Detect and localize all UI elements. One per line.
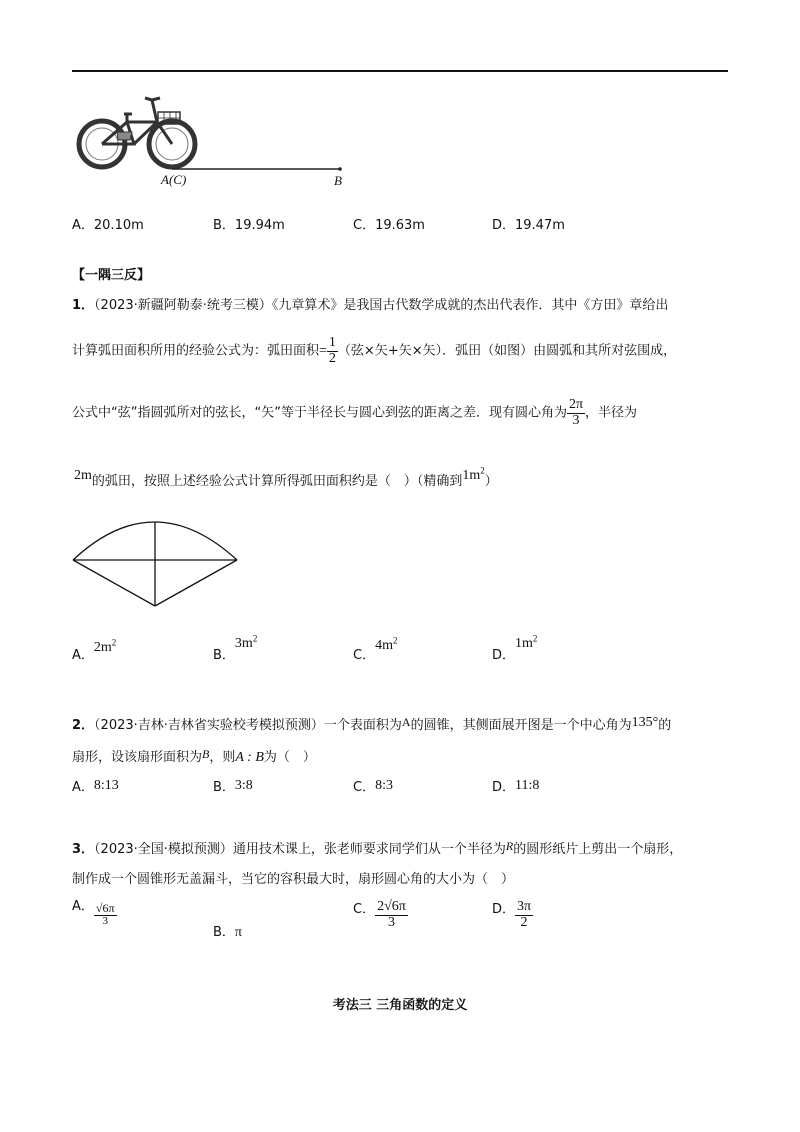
- q1-line1-text: （2023·新疆阿勒泰·统考三模）《九章算术》是我国古代数学成就的杰出代表作．其中《方田》章给出: [94, 298, 669, 313]
- q1-option-c-label: C．: [353, 648, 376, 663]
- q1-line2-pre: 计算弧田面积所用的经验公式为：弧田面积: [72, 343, 320, 359]
- q3-line1: [72, 838, 682, 857]
- q1-half-den: 2: [328, 350, 336, 366]
- q1-line3-post: ，半径为: [585, 405, 638, 421]
- q3-option-d: [492, 900, 533, 930]
- q2-line1: [72, 714, 671, 734]
- arc-field-radius-left: [73, 560, 155, 606]
- q2-option-c-value: 8:3: [375, 778, 393, 793]
- q1-line2-post: （弦×矢+矢×矢）．弧田（如图）由圆弧和其所对弦围成，: [337, 343, 677, 359]
- q1-option-c-value: [375, 635, 398, 653]
- q3-option-c: [353, 900, 408, 930]
- header-rule: [72, 70, 728, 72]
- q1-option-d: [492, 632, 538, 663]
- q1-option-a-text: 2m: [93, 640, 112, 655]
- q3-number: 3．: [72, 842, 95, 857]
- q3-option-b: [213, 921, 242, 941]
- section-title: 考法三 三角函数的定义: [332, 998, 468, 1013]
- q1-number: 1．: [72, 298, 95, 313]
- q2-option-c-label: C．: [353, 780, 376, 795]
- q2-option-d-value: 11:8: [515, 778, 540, 793]
- q1-line4: [74, 465, 498, 490]
- label-b: B: [334, 173, 342, 188]
- q3-option-d-fraction: [515, 900, 533, 930]
- bike-option-a: A．20.10m: [72, 218, 144, 233]
- q2-line1-post: 的: [658, 718, 672, 733]
- q2-option-d: [492, 776, 539, 796]
- q1-option-c-sup: 2: [392, 635, 398, 646]
- q1-precision-sup: 2: [480, 465, 485, 476]
- section-heading: 【一隅三反】: [72, 268, 151, 283]
- q1-option-a-label: A．: [72, 648, 94, 663]
- q2-line1-mid: 的圆锥，其侧面展开图是一个中心角为: [410, 718, 632, 733]
- q3-option-c-den: 3: [387, 914, 395, 930]
- q1-angle-fraction: [567, 398, 585, 428]
- q2-line2-post: 为（ ）: [263, 750, 316, 765]
- q3-option-c-num: 2√6π: [377, 899, 406, 914]
- q3-line1-post: 的圆形纸片上剪出一个扇形，: [513, 842, 683, 857]
- q1-precision-value: 1m: [462, 468, 481, 483]
- q3-option-c-label: C．: [353, 901, 376, 917]
- q2-option-b: [213, 776, 253, 796]
- arc-field-radius-right: [155, 560, 237, 606]
- label-a-c: A(C): [161, 172, 187, 187]
- q1-half-fraction: [327, 336, 338, 366]
- q2-number: 2．: [72, 718, 95, 733]
- point-b: [338, 167, 342, 171]
- q2-var-b: B: [202, 747, 210, 761]
- q2-option-b-value: 3:8: [234, 778, 253, 793]
- q2-line2-mid: ，则: [209, 750, 236, 765]
- q2-angle: 135°: [631, 715, 659, 730]
- q1-line1: [72, 294, 668, 313]
- q2-option-a: [72, 776, 119, 796]
- q1-line3: [72, 398, 637, 428]
- q1-radius: 2m: [74, 468, 92, 483]
- q2-line2: [72, 746, 316, 766]
- arc-field-figure: [70, 510, 250, 612]
- q3-option-a-num: √6π: [95, 901, 115, 915]
- q2-option-b-label: B．: [213, 780, 235, 795]
- q3-option-a-label: A．: [72, 899, 94, 915]
- q2-option-d-label: D．: [492, 780, 516, 795]
- q1-line4-text: 的弧田，按照上述经验公式计算所得弧田面积约是（ ）（精确到: [91, 474, 463, 489]
- q3-option-c-fraction: [375, 900, 408, 930]
- bike-option-b: B．19.94m: [213, 218, 285, 233]
- q2-var-a: A: [401, 715, 411, 729]
- bike-option-c: C．19.63m: [353, 218, 425, 233]
- q3-option-b-value: π: [234, 925, 242, 940]
- q2-line2-pre: 扇形，设该扇形面积为: [72, 750, 203, 765]
- q3-option-d-den: 2: [520, 914, 528, 930]
- q3-var-r: R: [505, 839, 514, 853]
- bicycle-figure: [72, 92, 362, 192]
- q3-option-d-num: 3π: [517, 899, 532, 914]
- q1-angle-num: 2π: [568, 397, 584, 412]
- q1-option-b-sup: 2: [252, 633, 258, 644]
- q1-line2: [72, 336, 676, 366]
- q1-option-a-sup: 2: [111, 637, 117, 648]
- q1-angle-den: 3: [572, 412, 580, 428]
- q3-option-b-label: B．: [213, 925, 235, 940]
- q1-option-d-value: [515, 633, 538, 651]
- q2-ratio: A : B: [235, 750, 264, 765]
- q1-precision-unit: [462, 465, 485, 483]
- q3-option-a-den: 3: [102, 914, 108, 927]
- q3-option-a: [72, 899, 117, 927]
- q2-option-c: [353, 776, 393, 796]
- q1-half-num: 1: [328, 335, 336, 350]
- q1-option-b: [213, 632, 258, 663]
- q1-option-d-text: 1m: [515, 636, 533, 651]
- q1-option-b-value: [234, 633, 258, 651]
- q3-option-a-fraction: [94, 902, 117, 927]
- q1-option-c-text: 4m: [375, 638, 393, 653]
- q2-line1-pre: （2023·吉林·吉林省实验校考模拟预测）一个表面积为: [94, 718, 402, 733]
- q1-line3-pre: 公式中“弦”指圆弧所对的弦长，“矢”等于半径长与圆心到弦的距离之差．现有圆心角为: [72, 405, 567, 421]
- q2-option-a-value: 8:13: [93, 778, 119, 793]
- q3-line2: 制作成一个圆锥形无盖漏斗，当它的容积最大时，扇形圆心角的大小为（ ）: [72, 872, 515, 887]
- q3-option-d-label: D．: [492, 901, 516, 917]
- q1-option-b-label: B．: [213, 648, 235, 663]
- bicycle-icon: [79, 98, 195, 167]
- q1-option-c: [353, 634, 398, 663]
- q2-option-a-label: A．: [72, 780, 94, 795]
- q1-option-d-label: D．: [492, 648, 516, 663]
- q1-option-b-text: 3m: [234, 636, 253, 651]
- q1-option-a: [72, 636, 117, 663]
- q1-line4-end: ）: [484, 474, 498, 489]
- bike-option-d: D．19.47m: [492, 218, 565, 233]
- q1-option-d-sup: 2: [532, 633, 538, 644]
- q3-line1-pre: （2023·全国·模拟预测）通用技术课上，张老师要求同学们从一个半径为: [94, 842, 506, 857]
- q1-option-a-value: [93, 637, 117, 655]
- q1-equals: =: [319, 343, 327, 359]
